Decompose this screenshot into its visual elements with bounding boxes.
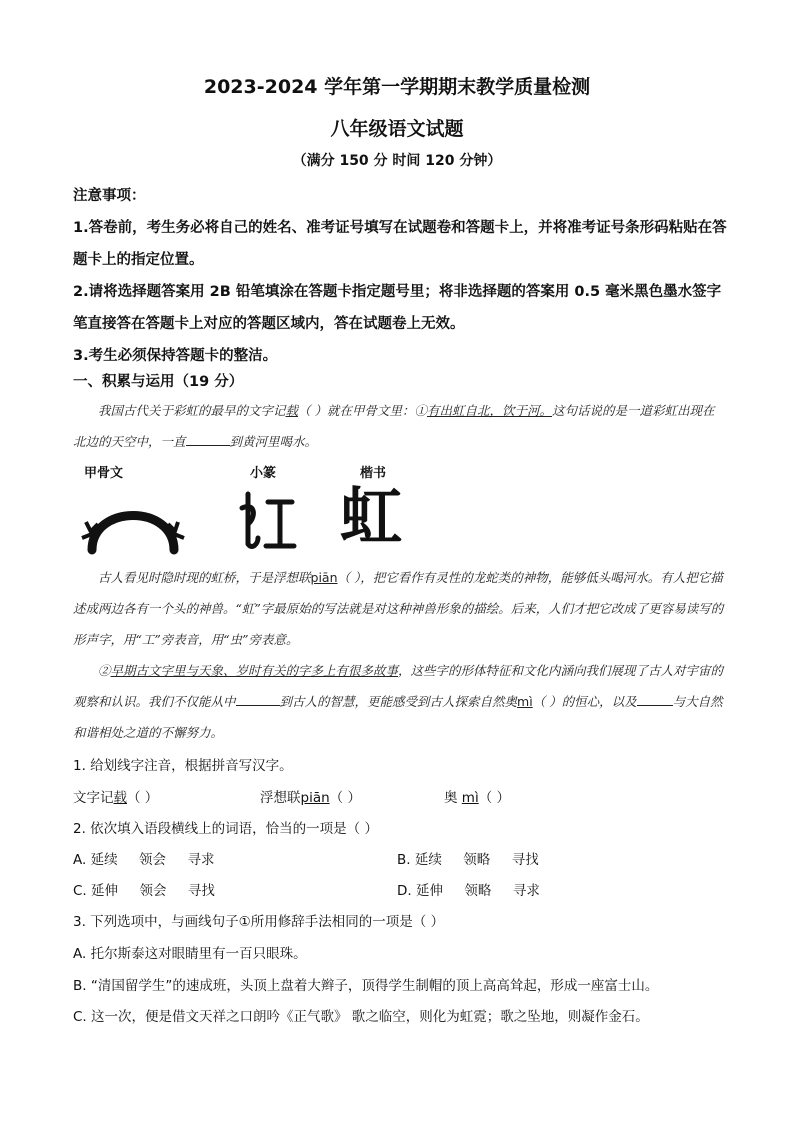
fill-blank	[236, 693, 280, 706]
passage-paragraph-1	[73, 395, 727, 457]
passage-paragraph-3	[73, 655, 727, 748]
exam-info: （满分 150 分 时间 120 分钟）	[292, 153, 502, 169]
pinyin-mi: mì	[517, 694, 533, 709]
notice-heading: 注意事项：	[73, 188, 146, 204]
q2-option-c[interactable]: C. 延伸 领会 寻找	[73, 883, 215, 899]
q3-option-b[interactable]: B. “清国留学生”的速成班，头顶上盘着大辫子，顶得学生制帽的顶上高高耸起，形成一座富士山。	[73, 978, 659, 994]
underlined-sentence-2: 早期古文字里与天象、岁时有关的字多上有很多故事	[110, 663, 399, 678]
passage-text: ，这些字的形体特征和文化内涵向我们展现了古人对宇宙的观察和认识。我们不仅能从中	[73, 663, 724, 709]
q1-answer-blank: （ ）	[478, 790, 510, 806]
passage-text: （ ），把它看作有灵性的龙蛇类的神物，能够低头喝河水。有人把它描述成两边各有一个头的神兽。“虹”字最原始的写法就是对这种神兽形象的描绘。后来，人们才把它改成了更容易读写的形声字，用“工”旁表音，用“虫”旁表意。	[73, 570, 724, 647]
passage-text: 古人看见时隐时现的虹桥，于是浮想联	[98, 570, 311, 585]
exam-subtitle: 八年级语文试题	[330, 118, 464, 140]
q2-option-b[interactable]: B. 延续 领略 寻找	[397, 852, 539, 868]
glyph-label-regular: 楷书	[360, 466, 387, 481]
hong-glyph-figure	[78, 462, 438, 562]
pinyin-pian: piān	[310, 570, 338, 585]
passage-text: （ ）的恒心，以及	[532, 694, 637, 709]
q1-text: 浮想联	[260, 790, 301, 806]
q1-text: 文字记	[73, 790, 114, 806]
glyph-label-oracle: 甲骨文	[84, 466, 124, 481]
notice-block	[73, 180, 733, 372]
fill-blank	[637, 693, 673, 706]
notice-item-1: 1.答卷前，考生务必将自己的姓名、准考证号填写在试题卷和答题卡上，并将准考证号条形码粘贴在答题卡上的指定位置。	[73, 220, 727, 268]
section-heading-1: 一、积累与运用（19 分）	[73, 374, 244, 390]
regular-script-hong: 虹	[340, 480, 403, 553]
notice-item-3: 3.考生必须保持答题卡的整洁。	[73, 348, 278, 364]
exam-title: 2023-2024 学年第一学期期末教学质量检测	[203, 76, 591, 98]
question-1: 1. 给划线字注音，根据拼音写汉字。	[73, 758, 293, 774]
passage-text: ②	[98, 663, 111, 678]
q1-underlined: mì	[461, 790, 479, 806]
q1-item-mi	[444, 786, 510, 806]
q2-option-d[interactable]: D. 延伸 领略 寻求	[397, 883, 540, 899]
underlined-char: 载	[285, 403, 299, 418]
q1-answer-blank: （ ）	[329, 790, 361, 806]
q1-underlined: 载	[113, 790, 127, 806]
passage-text: （ ）就在甲骨文里：①	[298, 403, 428, 418]
question-2: 2. 依次填入语段横线上的词语，恰当的一项是（ ）	[73, 821, 378, 837]
q1-item-zai	[73, 786, 158, 806]
q1-answer-blank: （ ）	[127, 790, 159, 806]
q2-option-a[interactable]: A. 延续 领会 寻求	[73, 852, 215, 868]
q1-item-pian	[260, 786, 361, 806]
glyph-label-seal: 小篆	[250, 466, 277, 481]
q1-text: 奥	[444, 790, 462, 806]
passage-text: 到古人的智慧，更能感受到古人探索自然奥	[279, 694, 518, 709]
fill-blank	[186, 433, 230, 446]
q3-option-a[interactable]: A. 托尔斯泰这对眼睛里有一百只眼珠。	[73, 946, 307, 962]
passage-text: 这句话说的是一道彩虹出现在北边的天空中，一直	[73, 403, 715, 449]
passage-paragraph-2	[73, 562, 727, 655]
passage-text: 我国古代关于彩虹的最早的文字记	[98, 403, 286, 418]
passage-text: 与大自然和谐相处之道的不懈努力。	[73, 694, 723, 740]
underlined-sentence-1: 有出虹自北，饮于河。	[427, 403, 553, 418]
question-3: 3. 下列选项中，与画线句子①所用修辞手法相同的一项是（ ）	[73, 914, 445, 930]
q1-underlined: piān	[300, 790, 330, 806]
seal-script-hong-icon	[238, 484, 298, 560]
passage-text: 到黄河里喝水。	[229, 434, 318, 449]
q3-option-c[interactable]: C. 这一次，便是借文天祥之口朗吟《正气歌》 歌之临空，则化为虹霓；歌之坠地，则凝作金石。	[73, 1009, 649, 1025]
oracle-bone-hong-icon	[78, 484, 188, 556]
notice-item-2: 2.请将选择题答案用 2B 铅笔填涂在答题卡指定题号里；将非选择题的答案用 0.5 毫米黑色墨水签字笔直接答在答题卡上对应的答题区域内，答在试题卷上无效。	[73, 284, 722, 332]
